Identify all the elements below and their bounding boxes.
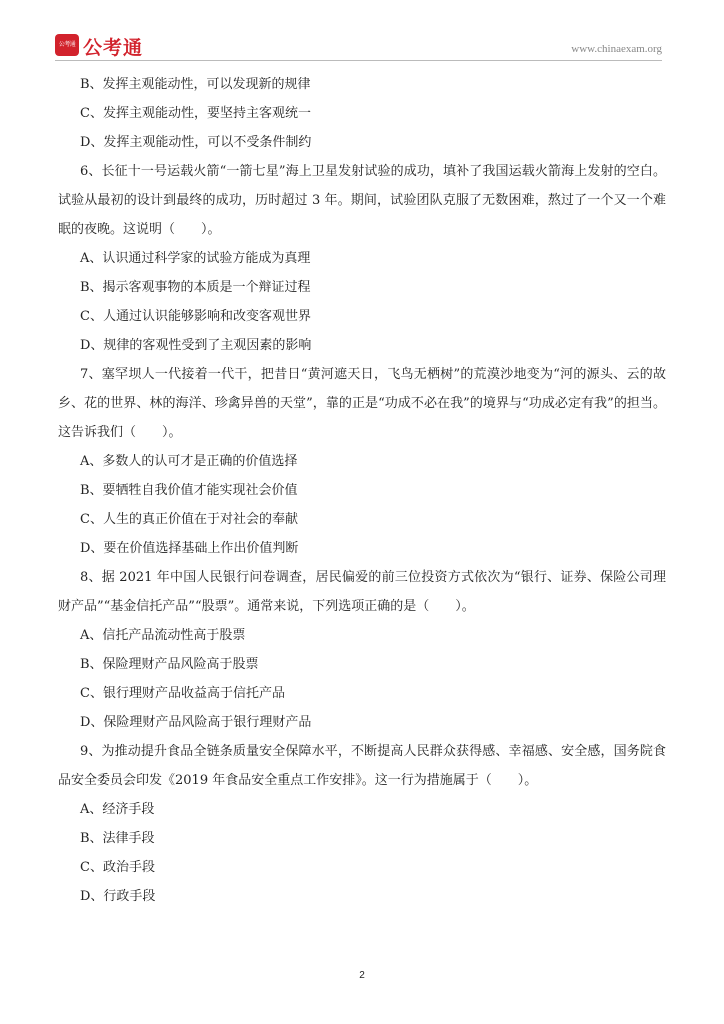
- option-d: D、发挥主观能动性，可以不受条件制约: [80, 135, 312, 150]
- site-url[interactable]: www.chinaexam.org: [571, 43, 662, 55]
- question-8-option-a: A、信托产品流动性高于股票: [80, 628, 246, 643]
- question-6-option-b: B、揭示客观事物的本质是一个辩证过程: [80, 280, 311, 295]
- question-9-option-d: D、行政手段: [80, 889, 156, 904]
- question-6-option-d: D、规律的客观性受到了主观因素的影响: [80, 338, 312, 353]
- page-number: 2: [359, 970, 365, 981]
- question-8-stem: 8、据 2021 年中国人民银行问卷调查，居民偏爱的前三位投资方式依次为“银行、证券、保险公司理财产品”“基金信托产品”“股票”。通常来说，下列选项正确的是（ ）。: [58, 570, 666, 614]
- question-6-option-a: A、认识通过科学家的试验方能成为真理: [80, 251, 311, 266]
- option-c: C、发挥主观能动性，要坚持主客观统一: [80, 106, 311, 121]
- question-7-stem: 7、塞罕坝人一代接着一代干，把昔日“黄河遮天日，飞鸟无栖树”的荒漠沙地变为“河的源头、云的故乡、花的世界、林的海洋、珍禽异兽的天堂”，靠的正是“功成不必在我”的境界与“功成必定有我”的担当。这告诉我们（ ）。: [58, 367, 666, 440]
- question-9-stem: 9、为推动提升食品全链条质量安全保障水平，不断提高人民群众获得感、幸福感、安全感，国务院食品安全委员会印发《2019 年食品安全重点工作安排》。这一行为措施属于（ ）。: [58, 744, 666, 788]
- question-6-stem: 6、长征十一号运载火箭“一箭七星”海上卫星发射试验的成功，填补了我国运载火箭海上发射的空白。试验从最初的设计到最终的成功，历时超过 3 年。期间，试验团队克服了无数困难，熬过了一个又一个难眠的夜晚。这说明（ ）。: [58, 164, 666, 237]
- question-7-option-d: D、要在价值选择基础上作出价值判断: [80, 541, 299, 556]
- question-7-option-c: C、人生的真正价值在于对社会的奉献: [80, 512, 298, 527]
- question-6-option-c: C、人通过认识能够影响和改变客观世界: [80, 309, 311, 324]
- question-7-option-b: B、要牺牲自我价值才能实现社会价值: [80, 483, 298, 498]
- question-7-option-a: A、多数人的认可才是正确的价值选择: [80, 454, 298, 469]
- question-9-option-c: C、政治手段: [80, 860, 155, 875]
- question-9-option-b: B、法律手段: [80, 831, 155, 846]
- logo-badge-icon: 公考通: [55, 34, 79, 56]
- logo-text: 公考通: [83, 37, 144, 59]
- header-divider: [55, 60, 662, 61]
- question-8-option-c: C、银行理财产品收益高于信托产品: [80, 686, 285, 701]
- document-body: [58, 70, 666, 911]
- question-8-option-d: D、保险理财产品风险高于银行理财产品: [80, 715, 312, 730]
- page-header: [55, 34, 662, 60]
- question-8-option-b: B、保险理财产品风险高于股票: [80, 657, 259, 672]
- option-b: B、发挥主观能动性，可以发现新的规律: [80, 77, 311, 92]
- question-9-option-a: A、经济手段: [80, 802, 155, 817]
